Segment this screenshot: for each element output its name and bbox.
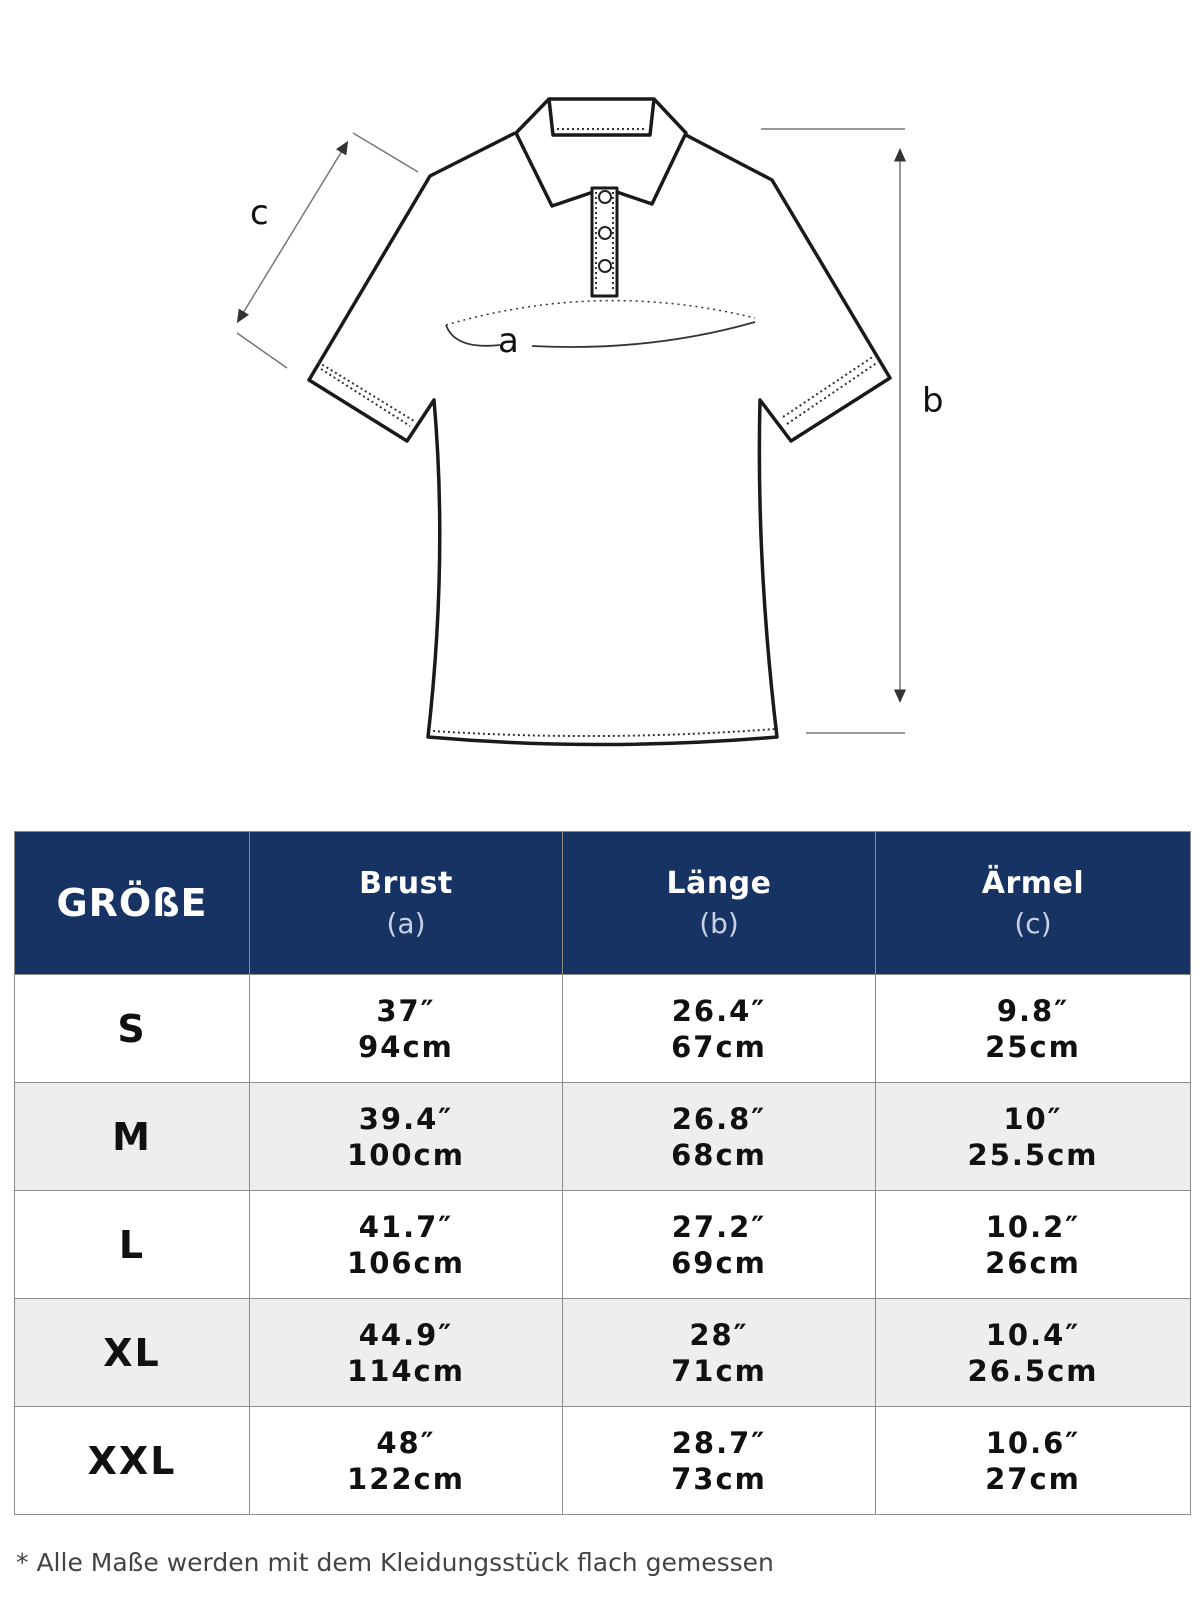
chest-inch-value: 37″ xyxy=(376,993,436,1028)
measurement-footnote: * Alle Maße werden mit dem Kleidungsstück flach gemessen xyxy=(16,1548,774,1577)
table-row xyxy=(15,1407,1191,1515)
length-cell xyxy=(563,1191,876,1299)
chest-cm-value: 106cm xyxy=(347,1245,465,1280)
sleeve-cm-value: 26.5cm xyxy=(967,1353,1099,1388)
sleeve-label: c xyxy=(250,193,269,233)
table-row xyxy=(15,1083,1191,1191)
header-length-sub: (b) xyxy=(699,907,739,940)
sleeve-inch-value: 10.4″ xyxy=(985,1317,1081,1352)
chest-cell xyxy=(250,1191,563,1299)
length-label: b xyxy=(922,381,944,421)
length-inch-value: 26.4″ xyxy=(671,993,767,1028)
sleeve-cm-value: 27cm xyxy=(985,1461,1081,1496)
sleeve-cell xyxy=(876,975,1191,1083)
header-size: GRÖßE xyxy=(15,832,250,975)
chest-cm-value: 100cm xyxy=(347,1137,465,1172)
length-cell xyxy=(563,1083,876,1191)
chest-cm-value: 94cm xyxy=(358,1029,454,1064)
length-cm-value: 73cm xyxy=(671,1461,767,1496)
header-sleeve-label: Ärmel xyxy=(981,866,1085,901)
chest-cell xyxy=(250,1083,563,1191)
sleeve-cell xyxy=(876,1083,1191,1191)
header-sleeve xyxy=(876,832,1191,975)
size-cell: XL xyxy=(15,1299,250,1407)
sleeve-cell xyxy=(876,1407,1191,1515)
sleeve-cm-value: 25.5cm xyxy=(967,1137,1099,1172)
header-length-label: Länge xyxy=(666,866,772,901)
header-length xyxy=(563,832,876,975)
chest-inch-value: 41.7″ xyxy=(358,1209,454,1244)
sleeve-inch-value: 9.8″ xyxy=(996,993,1070,1028)
length-cell xyxy=(563,1407,876,1515)
table-row xyxy=(15,1191,1191,1299)
header-sleeve-sub: (c) xyxy=(1014,907,1052,940)
chest-cell xyxy=(250,975,563,1083)
chest-inch-value: 48″ xyxy=(376,1425,436,1460)
length-inch-value: 28.7″ xyxy=(671,1425,767,1460)
sleeve-cell xyxy=(876,1299,1191,1407)
length-cell xyxy=(563,975,876,1083)
length-cm-value: 68cm xyxy=(671,1137,767,1172)
chest-cell xyxy=(250,1407,563,1515)
chest-label: a xyxy=(498,321,519,361)
chest-cm-value: 122cm xyxy=(347,1461,465,1496)
header-chest xyxy=(250,832,563,975)
table-header-row xyxy=(15,832,1191,975)
length-inch-value: 27.2″ xyxy=(671,1209,767,1244)
sleeve-inch-value: 10″ xyxy=(1003,1101,1063,1136)
sleeve-inch-value: 10.2″ xyxy=(985,1209,1081,1244)
size-cell: XXL xyxy=(15,1407,250,1515)
chest-inch-value: 44.9″ xyxy=(358,1317,454,1352)
size-cell: L xyxy=(15,1191,250,1299)
header-chest-sub: (a) xyxy=(386,907,426,940)
length-cm-value: 69cm xyxy=(671,1245,767,1280)
size-cell: M xyxy=(15,1083,250,1191)
length-cm-value: 71cm xyxy=(671,1353,767,1388)
chest-cm-value: 114cm xyxy=(347,1353,465,1388)
sleeve-cm-value: 26cm xyxy=(985,1245,1081,1280)
size-cell: S xyxy=(15,975,250,1083)
sleeve-cell xyxy=(876,1191,1191,1299)
length-inch-value: 26.8″ xyxy=(671,1101,767,1136)
sleeve-cm-value: 25cm xyxy=(985,1029,1081,1064)
size-chart-table xyxy=(14,831,1191,1515)
table-row xyxy=(15,975,1191,1083)
sleeve-inch-value: 10.6″ xyxy=(985,1425,1081,1460)
chest-cell xyxy=(250,1299,563,1407)
length-cm-value: 67cm xyxy=(671,1029,767,1064)
length-inch-value: 28″ xyxy=(689,1317,749,1352)
length-cell xyxy=(563,1299,876,1407)
table-row xyxy=(15,1299,1191,1407)
header-chest-label: Brust xyxy=(359,866,453,901)
chest-inch-value: 39.4″ xyxy=(358,1101,454,1136)
